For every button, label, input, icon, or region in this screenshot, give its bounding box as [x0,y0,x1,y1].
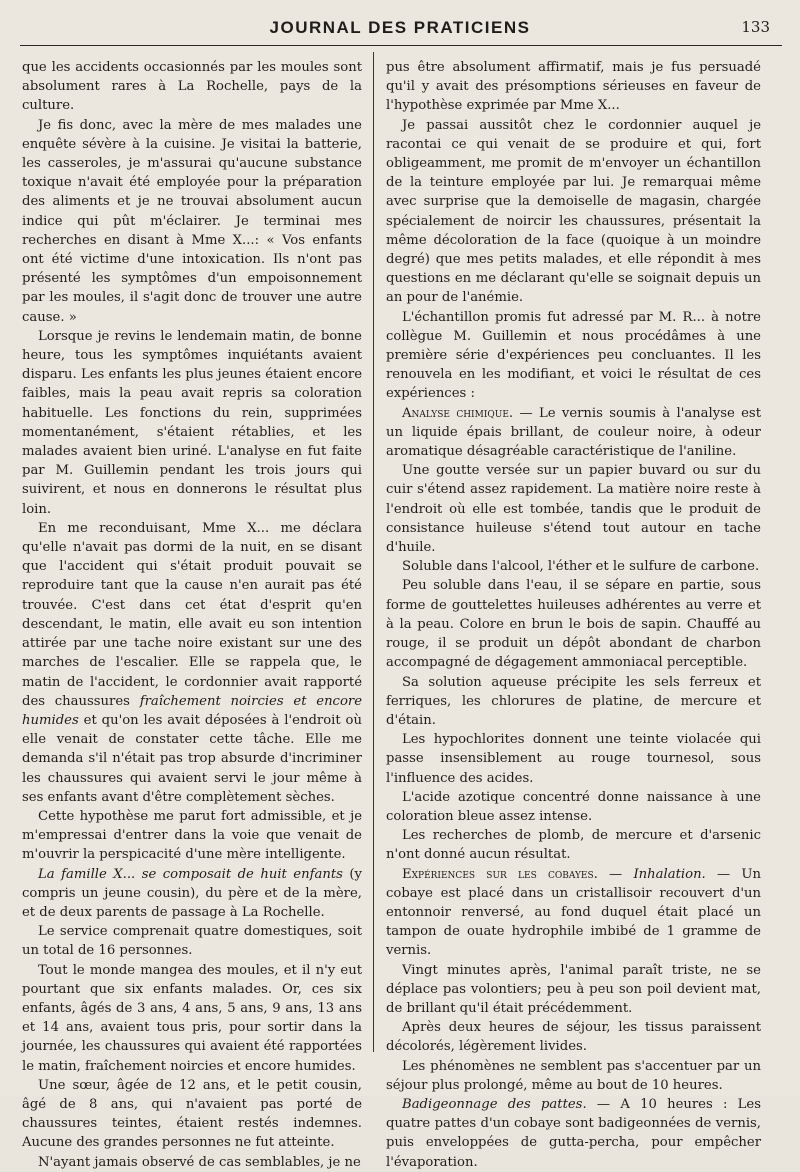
paragraph: pus être absolument affirmatif, mais je fus persuadé qu'il y avait des présomptions sérieuses en faveur de l'hypothèse exprimée par Mme X... [386,60,761,114]
text-run: — [597,866,634,882]
paragraph: Les phénomènes ne semblent pas s'accentuer par un séjour plus prolongé, même au bout de 10 heures. [386,1058,761,1093]
page-number: 133 [741,18,770,36]
paragraph: Le service comprenait quatre domestiques, soit un total de 16 personnes. [22,924,362,959]
paragraph: Tout le monde mangea des moules, et il n'y eut pourtant que six enfants malades. Or, ces six enfants, âgés de 3 ans, 4 ans, 5 ans, 9 ans, 13 ans et 14 ans, avaient tous pris, pour sortir dans la journée, les chaussures qui avaient été rapportées le matin, fraîchement noircies et encore humides. [22,962,362,1074]
paragraph: Une sœur, âgée de 12 ans, et le petit cousin, âgé de 8 ans, qui n'avaient pas porté de chaussures teintes, étaient restés indemnes. Aucune des grandes personnes ne fut atteinte. [22,1077,362,1151]
paragraph: Sa solution aqueuse précipite les sels ferreux et ferriques, les chlorures de platine, de mercure et d'étain. [386,674,761,728]
section-heading: Analyse chimique. [402,405,514,421]
paragraph: Vingt minutes après, l'animal paraît triste, ne se déplace pas volontiers; peu à peu son poil devient mat, de brillant qu'il était précédemment. [386,962,761,1016]
text-run: En me reconduisant, Mme X... me déclara qu'elle n'avait pas dormi de la nuit, en se disant que l'accident qui s'était produit pouvait se reproduire tant que la cause n'en aurait pas été trouvée. C'est dans cet état d'esprit qu'en descendant, le matin, elle avait eu son intention attirée par une tache noire existant sur une des marches de l'escalier. Elle se rappela que, le matin de l'accident, le cordonnier avait rapporté des chaussures [22,520,362,709]
section-heading: Expériences sur les cobayes. [402,866,598,882]
paragraph [386,865,761,961]
running-header [20,14,780,40]
paragraph [386,1095,761,1172]
paragraph: Les hypochlorites donnent une teinte violacée qui passe insensiblement au rouge tournesol, sous l'influence des acides. [386,732,761,786]
paragraph: Après deux heures de séjour, les tissus paraissent décolorés, légèrement livides. [386,1020,761,1055]
italic-run: La famille X... se composait de huit enfants [38,866,343,882]
column-divider [373,52,374,1052]
text-run: — A 10 heures : Les quatre pattes d'un cobaye sont badigeonnées de vernis, puis enveloppées de gutta-percha, pour empêcher l'évaporation. [386,1096,761,1170]
paragraph [386,404,761,462]
paragraph: Une goutte versée sur un papier buvard ou sur du cuir s'étend assez rapidement. La matière noire reste à l'endroit où elle est tombée, tandis que le produit de consistance huileuse s'étend tout autour en tache d'huile. [386,463,761,556]
journal-title: JOURNAL DES PRATICIENS [269,18,531,37]
paragraph: Je passai aussitôt chez le cordonnier auquel je racontai ce qui venait de se produire et qui, fort obligeamment, me promit de m'envoyer un échantillon de la teinture employée par lui. Je remarquai même avec surprise que la demoiselle de magasin, chargée spécialement de noircir les chaussures, présentait la même décoloration de la face (quoique à un moindre degré) que mes petits malades, et elle répondit à mes questions en me déclarant qu'elle se soignait depuis un an pour de l'anémie. [386,117,761,306]
paragraph: L'échantillon promis fut adressé par M. R... à notre collègue M. Guillemin et nous procédâmes à une première série d'expériences peu concluantes. Il les renouvela en les modifiant, et voici le résultat de ces expériences : [386,309,761,402]
paragraph [22,865,362,923]
paragraph: L'acide azotique concentré donne naissance à une coloration bleue assez intense. [386,789,761,824]
paragraph: que les accidents occasionnés par les moules sont absolument rares à La Rochelle, pays de la culture. [22,60,362,114]
header-rule [20,45,782,46]
italic-run: fraîchement noircies et encore humides [22,693,362,728]
paragraph: Lorsque je revins le lendemain matin, de bonne heure, tous les symptômes inquiétants avaient disparu. Les enfants les plus jeunes étaient encore faibles, mais la peau avait repris sa coloration habituelle. Les fonctions du rein, supprimées momentanément, s'étaient rétablies, et les malades avaient bien uriné. L'analyse en fut faite par M. Guillemin pendant les trois jours qui suivirent, et nous en donnerons le résultat plus loin. [22,328,362,517]
paragraph: Soluble dans l'alcool, l'éther et le sulfure de carbone. [402,559,760,575]
text-run: (y compris un jeune cousin), du père et de la mère, et de deux parents de passage à La Rochelle. [22,866,362,920]
paragraph: Peu soluble dans l'eau, il se sépare en partie, sous forme de gouttelettes huileuses adhérentes au verre et à la peau. Colore en brun le bois de sapin. Chauffé au rouge, il se produit un dépôt abondant de charbon accompagné de dégagement ammoniacal perceptible. [386,578,761,671]
paragraph: Cette hypothèse me parut fort admissible, et je m'empressai d'entrer dans la voie que venait de m'ouvrir la perspicacité d'une mère intelligente. [22,808,362,863]
left-column [22,58,362,1172]
text-run: et qu'on les avait déposées à l'endroit où elle venait de constater cette tâche. Elle me demanda s'il n'était pas trop absurde d'incriminer les chaussures qui avaient servi le jour même à ses enfants avant d'être complètement sèches. [22,712,362,805]
paragraph: Je fis donc, avec la mère de mes malades une enquête sévère à la cuisine. Je visitai la batterie, les casseroles, je m'assurai qu'aucune substance toxique n'avait été employée pour la préparation des aliments et je ne trouvai absolument aucun indice qui pût m'éclairer. Je terminai mes recherches en disant à Mme X...: « Vos enfants ont été victime d'une intoxication. Ils n'ont pas présenté les symptômes d'un empoisonnement par les moules, il s'agit donc de trouver une autre cause. » [22,117,362,325]
paragraph: N'ayant jamais observé de cas semblables, je ne [38,1154,361,1170]
italic-run: Inhalation. [633,866,706,882]
text-run: — Un cobaye est placé dans un cristallisoir recouvert d'un entonnoir renversé, au fond duquel était placé un tampon de ouate hydrophile imbibé de 1 gramme de vernis. [386,866,761,959]
italic-run: Badigeonnage des pattes. [402,1096,587,1112]
paragraph [22,519,362,807]
text-run: — Le vernis soumis à l'analyse est un liquide épais brillant, de couleur noire, à odeur aromatique désagréable caractéristique de l'aniline. [386,405,761,460]
paragraph: Les recherches de plomb, de mercure et d'arsenic n'ont donné aucun résultat. [386,828,761,863]
right-column [386,58,761,1172]
